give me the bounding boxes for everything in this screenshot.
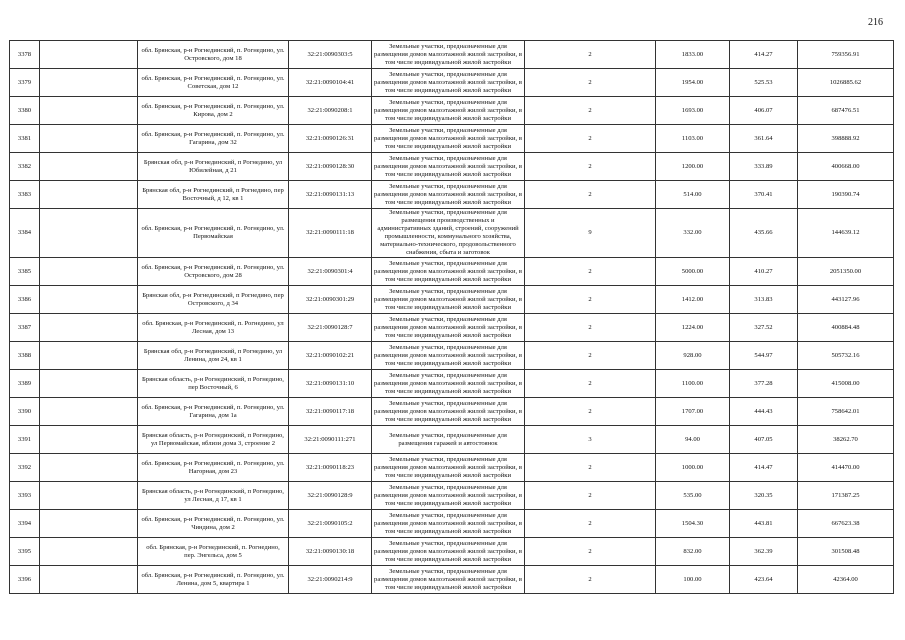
- area-cell: 1707.00: [656, 398, 730, 426]
- cadastral-number-cell: 32:21:0090104:41: [289, 69, 372, 97]
- row-number-cell: 3393: [10, 482, 40, 510]
- specific-value-cell: 361.64: [730, 125, 798, 153]
- table-row: [10, 510, 894, 538]
- specific-value-cell: 444.43: [730, 398, 798, 426]
- cadastral-value-cell: 171387.25: [798, 482, 894, 510]
- row-number-cell: 3386: [10, 286, 40, 314]
- cadastral-number-cell: 32:21:0090117:18: [289, 398, 372, 426]
- category-code-cell: 2: [525, 41, 656, 69]
- blank-cell: [40, 566, 138, 594]
- address-cell: обл. Брянская, р-н Рогнединский, п. Рогнедино, ул. Островского, дом 18: [138, 41, 289, 69]
- address-cell: обл. Брянская, р-н Рогнединский, п. Рогнедино, ул. Нагорная, дом 23: [138, 454, 289, 482]
- land-use-cell: Земельные участки, предназначенные для размещения домов малоэтажной жилой застройки, в том числе индивидуальной жилой застройки: [372, 286, 525, 314]
- cadastral-number-cell: 32:21:0090301:4: [289, 258, 372, 286]
- land-use-cell: Земельные участки, предназначенные для размещения домов малоэтажной жилой застройки, в том числе индивидуальной жилой застройки: [372, 538, 525, 566]
- table-row: [10, 426, 894, 454]
- row-number-cell: 3381: [10, 125, 40, 153]
- address-cell: Брянская область, р-н Рогнединский, п Рогнедино, пер Восточный, 6: [138, 370, 289, 398]
- cadastral-number-cell: 32:21:0090126:31: [289, 125, 372, 153]
- category-code-cell: 2: [525, 258, 656, 286]
- cadastral-value-cell: 443127.96: [798, 286, 894, 314]
- specific-value-cell: 333.89: [730, 153, 798, 181]
- cadastral-number-cell: 32:21:0090131:10: [289, 370, 372, 398]
- category-code-cell: 2: [525, 286, 656, 314]
- cadastral-value-cell: 415008.00: [798, 370, 894, 398]
- land-use-cell: Земельные участки, предназначенные для размещения производственных и административных зданий, строений, сооружений промышленности, коммунального хозяйства, материально-технического, продовольственного снабжения, сбыта и заготовок: [372, 209, 525, 258]
- table-row: [10, 482, 894, 510]
- category-code-cell: 2: [525, 482, 656, 510]
- land-use-cell: Земельные участки, предназначенные для размещения домов малоэтажной жилой застройки, в том числе индивидуальной жилой застройки: [372, 398, 525, 426]
- table-row: [10, 181, 894, 209]
- blank-cell: [40, 69, 138, 97]
- area-cell: 100.00: [656, 566, 730, 594]
- cadastral-number-cell: 32:21:0090131:13: [289, 181, 372, 209]
- area-cell: 1833.00: [656, 41, 730, 69]
- cadastral-value-cell: 38262.70: [798, 426, 894, 454]
- cadastral-number-cell: 32:21:0090301:29: [289, 286, 372, 314]
- land-use-cell: Земельные участки, предназначенные для размещения домов малоэтажной жилой застройки, в том числе индивидуальной жилой застройки: [372, 97, 525, 125]
- area-cell: 1412.00: [656, 286, 730, 314]
- table-row: [10, 398, 894, 426]
- land-use-cell: Земельные участки, предназначенные для размещения домов малоэтажной жилой застройки, в том числе индивидуальной жилой застройки: [372, 342, 525, 370]
- land-registry-table: [9, 40, 894, 594]
- area-cell: 535.00: [656, 482, 730, 510]
- blank-cell: [40, 398, 138, 426]
- cadastral-number-cell: 32:21:0090214:9: [289, 566, 372, 594]
- address-cell: обл. Брянская, р-н Рогнединский, п. Рогнедино, ул. Ленина, дом 5, квартира 1: [138, 566, 289, 594]
- cadastral-value-cell: 301508.48: [798, 538, 894, 566]
- area-cell: 5000.00: [656, 258, 730, 286]
- category-code-cell: 9: [525, 209, 656, 258]
- table-row: [10, 342, 894, 370]
- cadastral-number-cell: 32:21:0090208:1: [289, 97, 372, 125]
- cadastral-number-cell: 32:21:0090111:271: [289, 426, 372, 454]
- cadastral-number-cell: 32:21:0090128:9: [289, 482, 372, 510]
- table-body: [10, 41, 894, 594]
- land-use-cell: Земельные участки, предназначенные для размещения домов малоэтажной жилой застройки, в том числе индивидуальной жилой застройки: [372, 482, 525, 510]
- land-use-cell: Земельные участки, предназначенные для размещения домов малоэтажной жилой застройки, в том числе индивидуальной жилой застройки: [372, 258, 525, 286]
- area-cell: 928.00: [656, 342, 730, 370]
- specific-value-cell: 544.97: [730, 342, 798, 370]
- cadastral-value-cell: 144639.12: [798, 209, 894, 258]
- table-row: [10, 538, 894, 566]
- table-row: [10, 258, 894, 286]
- land-use-cell: Земельные участки, предназначенные для размещения домов малоэтажной жилой застройки, в том числе индивидуальной жилой застройки: [372, 314, 525, 342]
- land-use-cell: Земельные участки, предназначенные для размещения домов малоэтажной жилой застройки, в том числе индивидуальной жилой застройки: [372, 566, 525, 594]
- cadastral-number-cell: 32:21:0090111:18: [289, 209, 372, 258]
- specific-value-cell: 362.39: [730, 538, 798, 566]
- row-number-cell: 3380: [10, 97, 40, 125]
- row-number-cell: 3390: [10, 398, 40, 426]
- specific-value-cell: 414.47: [730, 454, 798, 482]
- blank-cell: [40, 342, 138, 370]
- address-cell: обл. Брянская, р-н Рогнединский, п. Рогнедино, ул. Островского, дом 28: [138, 258, 289, 286]
- category-code-cell: 2: [525, 125, 656, 153]
- blank-cell: [40, 454, 138, 482]
- address-cell: Брянская обл, р-н Рогнединский, п Рогнедино, пер Островского, д 34: [138, 286, 289, 314]
- blank-cell: [40, 370, 138, 398]
- table-row: [10, 454, 894, 482]
- cadastral-value-cell: 758642.01: [798, 398, 894, 426]
- address-cell: обл. Брянская, р-н Рогнединский, п. Рогнедино, ул. Кирова, дом 2: [138, 97, 289, 125]
- area-cell: 332.00: [656, 209, 730, 258]
- address-cell: Брянская обл, р-н Рогнединский, п Рогнедино, ул Юбилейная, д 21: [138, 153, 289, 181]
- blank-cell: [40, 181, 138, 209]
- row-number-cell: 3383: [10, 181, 40, 209]
- category-code-cell: 2: [525, 314, 656, 342]
- row-number-cell: 3387: [10, 314, 40, 342]
- cadastral-value-cell: 42364.00: [798, 566, 894, 594]
- address-cell: Брянская область, р-н Рогнединский, п Рогнедино, ул Лесная, д 17, кв 1: [138, 482, 289, 510]
- table-row: [10, 97, 894, 125]
- cadastral-value-cell: 190390.74: [798, 181, 894, 209]
- address-cell: обл. Брянская, р-н Рогнединский, п. Рогнедино, ул. Гагарина, дом 32: [138, 125, 289, 153]
- row-number-cell: 3378: [10, 41, 40, 69]
- category-code-cell: 3: [525, 426, 656, 454]
- address-cell: обл. Брянская, р-н Рогнединский, п. Рогнедино, пер. Энгельса, дом 5: [138, 538, 289, 566]
- row-number-cell: 3391: [10, 426, 40, 454]
- land-use-cell: Земельные участки, предназначенные для размещения домов малоэтажной жилой застройки, в том числе индивидуальной жилой застройки: [372, 41, 525, 69]
- area-cell: 1200.00: [656, 153, 730, 181]
- specific-value-cell: 320.35: [730, 482, 798, 510]
- area-cell: 1504.30: [656, 510, 730, 538]
- table-row: [10, 69, 894, 97]
- area-cell: 1693.00: [656, 97, 730, 125]
- row-number-cell: 3394: [10, 510, 40, 538]
- blank-cell: [40, 41, 138, 69]
- specific-value-cell: 377.28: [730, 370, 798, 398]
- table-row: [10, 370, 894, 398]
- row-number-cell: 3395: [10, 538, 40, 566]
- blank-cell: [40, 510, 138, 538]
- cadastral-value-cell: 400884.48: [798, 314, 894, 342]
- area-cell: 514.00: [656, 181, 730, 209]
- address-cell: обл. Брянская, р-н Рогнединский, п. Рогнедино, ул. Гагарина, дом 1а: [138, 398, 289, 426]
- address-cell: Брянская обл, р-н Рогнединский, п Рогнедино, ул Ленина, дом 24, кв 1: [138, 342, 289, 370]
- cadastral-value-cell: 667623.38: [798, 510, 894, 538]
- category-code-cell: 2: [525, 370, 656, 398]
- land-use-cell: Земельные участки, предназначенные для размещения гаражей и автостоянок: [372, 426, 525, 454]
- category-code-cell: 2: [525, 342, 656, 370]
- blank-cell: [40, 125, 138, 153]
- address-cell: обл. Брянская, р-н Рогнединский, п. Рогнедино, ул. Первомайская: [138, 209, 289, 258]
- table-row: [10, 286, 894, 314]
- row-number-cell: 3392: [10, 454, 40, 482]
- cadastral-value-cell: 398888.92: [798, 125, 894, 153]
- table-row: [10, 41, 894, 69]
- table-row: [10, 125, 894, 153]
- category-code-cell: 2: [525, 454, 656, 482]
- category-code-cell: 2: [525, 153, 656, 181]
- land-use-cell: Земельные участки, предназначенные для размещения домов малоэтажной жилой застройки, в том числе индивидуальной жилой застройки: [372, 370, 525, 398]
- blank-cell: [40, 426, 138, 454]
- cadastral-value-cell: 759356.91: [798, 41, 894, 69]
- specific-value-cell: 313.83: [730, 286, 798, 314]
- specific-value-cell: 410.27: [730, 258, 798, 286]
- category-code-cell: 2: [525, 538, 656, 566]
- cadastral-number-cell: 32:21:0090128:30: [289, 153, 372, 181]
- specific-value-cell: 327.52: [730, 314, 798, 342]
- cadastral-value-cell: 505732.16: [798, 342, 894, 370]
- cadastral-number-cell: 32:21:0090130:18: [289, 538, 372, 566]
- land-use-cell: Земельные участки, предназначенные для размещения домов малоэтажной жилой застройки, в том числе индивидуальной жилой застройки: [372, 69, 525, 97]
- row-number-cell: 3385: [10, 258, 40, 286]
- blank-cell: [40, 286, 138, 314]
- address-cell: обл. Брянская, р-н Рогнединский, п. Рогнедино, ул. Чиндина, дом 2: [138, 510, 289, 538]
- area-cell: 1100.00: [656, 370, 730, 398]
- address-cell: обл. Брянская, р-н Рогнединский, п. Рогнедино, ул. Советская, дом 12: [138, 69, 289, 97]
- blank-cell: [40, 314, 138, 342]
- area-cell: 1000.00: [656, 454, 730, 482]
- table-row: [10, 209, 894, 258]
- category-code-cell: 2: [525, 181, 656, 209]
- blank-cell: [40, 258, 138, 286]
- address-cell: Брянская обл, р-н Рогнединский, п Рогнедино, пер Восточный, д 12, кв 1: [138, 181, 289, 209]
- cadastral-value-cell: 1026885.62: [798, 69, 894, 97]
- cadastral-number-cell: 32:21:0090105:2: [289, 510, 372, 538]
- blank-cell: [40, 209, 138, 258]
- address-cell: обл. Брянская, р-н Рогнединский, п. Рогнедино, ул Лесная, дом 13: [138, 314, 289, 342]
- blank-cell: [40, 482, 138, 510]
- area-cell: 1103.00: [656, 125, 730, 153]
- specific-value-cell: 443.81: [730, 510, 798, 538]
- page-number: 216: [868, 17, 883, 28]
- category-code-cell: 2: [525, 69, 656, 97]
- blank-cell: [40, 97, 138, 125]
- row-number-cell: 3379: [10, 69, 40, 97]
- specific-value-cell: 406.07: [730, 97, 798, 125]
- specific-value-cell: 414.27: [730, 41, 798, 69]
- blank-cell: [40, 153, 138, 181]
- specific-value-cell: 370.41: [730, 181, 798, 209]
- row-number-cell: 3389: [10, 370, 40, 398]
- table-row: [10, 566, 894, 594]
- table-row: [10, 153, 894, 181]
- specific-value-cell: 407.05: [730, 426, 798, 454]
- specific-value-cell: 525.53: [730, 69, 798, 97]
- category-code-cell: 2: [525, 97, 656, 125]
- specific-value-cell: 423.64: [730, 566, 798, 594]
- area-cell: 1954.00: [656, 69, 730, 97]
- row-number-cell: 3388: [10, 342, 40, 370]
- land-use-cell: Земельные участки, предназначенные для размещения домов малоэтажной жилой застройки, в том числе индивидуальной жилой застройки: [372, 510, 525, 538]
- cadastral-number-cell: 32:21:0090303:5: [289, 41, 372, 69]
- cadastral-value-cell: 414470.00: [798, 454, 894, 482]
- category-code-cell: 2: [525, 566, 656, 594]
- area-cell: 94.00: [656, 426, 730, 454]
- row-number-cell: 3384: [10, 209, 40, 258]
- cadastral-value-cell: 2051350.00: [798, 258, 894, 286]
- area-cell: 1224.00: [656, 314, 730, 342]
- category-code-cell: 2: [525, 510, 656, 538]
- area-cell: 832.00: [656, 538, 730, 566]
- table-row: [10, 314, 894, 342]
- cadastral-number-cell: 32:21:0090102:21: [289, 342, 372, 370]
- row-number-cell: 3382: [10, 153, 40, 181]
- row-number-cell: 3396: [10, 566, 40, 594]
- land-use-cell: Земельные участки, предназначенные для размещения домов малоэтажной жилой застройки, в том числе индивидуальной жилой застройки: [372, 125, 525, 153]
- land-use-cell: Земельные участки, предназначенные для размещения домов малоэтажной жилой застройки, в том числе индивидуальной жилой застройки: [372, 153, 525, 181]
- land-use-cell: Земельные участки, предназначенные для размещения домов малоэтажной жилой застройки, в том числе индивидуальной жилой застройки: [372, 181, 525, 209]
- cadastral-value-cell: 400668.00: [798, 153, 894, 181]
- cadastral-number-cell: 32:21:0090118:23: [289, 454, 372, 482]
- category-code-cell: 2: [525, 398, 656, 426]
- blank-cell: [40, 538, 138, 566]
- address-cell: Брянская область, р-н Рогнединский, п Рогнедино, ул Первомайская, вблизи дома 3, строение 2: [138, 426, 289, 454]
- land-use-cell: Земельные участки, предназначенные для размещения домов малоэтажной жилой застройки, в том числе индивидуальной жилой застройки: [372, 454, 525, 482]
- specific-value-cell: 435.66: [730, 209, 798, 258]
- cadastral-value-cell: 687476.51: [798, 97, 894, 125]
- cadastral-number-cell: 32:21:0090128:7: [289, 314, 372, 342]
